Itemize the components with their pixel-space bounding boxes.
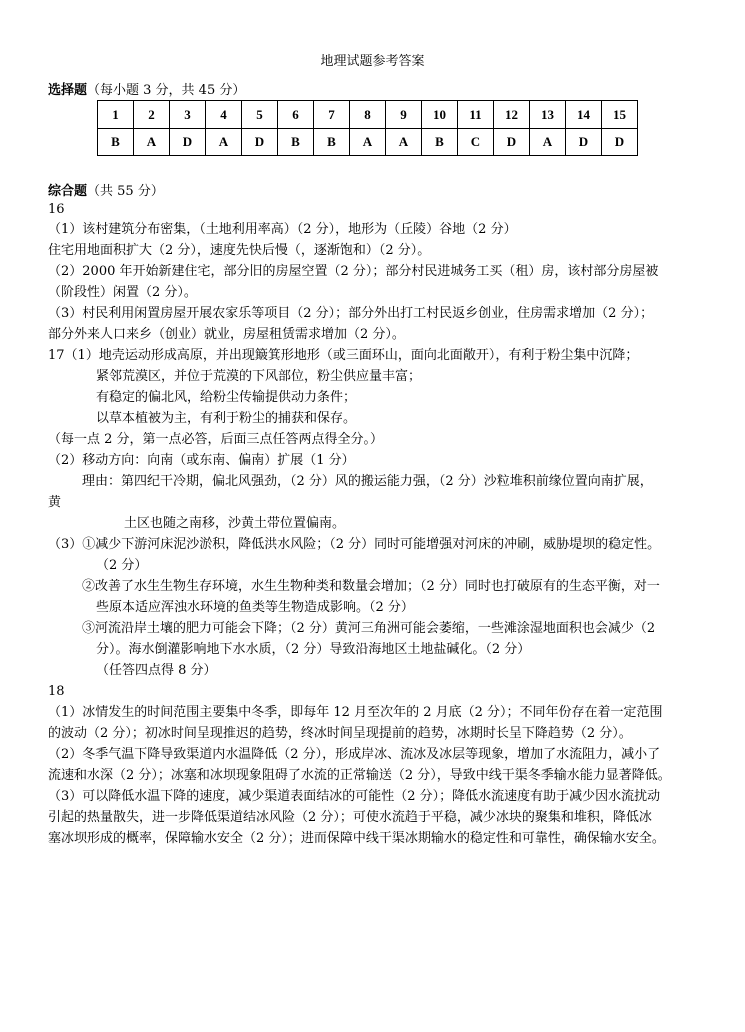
q17-part2-tail: 土区也随之南移，沙黄土带位置偏南。	[124, 516, 346, 531]
question-number-cell: 2	[134, 101, 170, 129]
q17-scoring-note: （每一点 2 分，第一点必答，后面三点任答两点得全分。）	[48, 432, 384, 447]
answer-cell: B	[278, 129, 314, 156]
q18-line: （1）冰情发生的时间范围主要集中冬季，即每年 12 月至次年的 2 月底（2 分）；不同年份存在着一定范围	[48, 705, 663, 720]
answer-cell: A	[386, 129, 422, 156]
q18-line: 流速和水深（2 分）；冰塞和冰坝现象阻碍了水流的正常输送（2 分），导致中线干渠冬季输水能力显著降低。	[48, 768, 671, 783]
q17-part3-line: ②改善了水生生物生存环境，水生生物种类和数量会增加；（2 分）同时也打破原有的生态平衡，对一	[82, 579, 660, 594]
question-number-cell: 9	[386, 101, 422, 129]
q17-part1-point: 有稳定的偏北风，给粉尘传输提供动力条件；	[96, 390, 357, 405]
question-number-cell: 15	[602, 101, 638, 129]
answer-cell: D	[602, 129, 638, 156]
question-number-cell: 10	[422, 101, 458, 129]
question-number-cell: 6	[278, 101, 314, 129]
q16-line: 住宅用地面积扩大（2 分），速度先快后慢（，逐渐饱和）（2 分）。	[48, 243, 431, 258]
q18-line: 塞冰坝形成的概率，保障输水安全（2 分）；进而保障中线干渠冰期输水的稳定性和可靠性，确保输水安全。	[48, 831, 665, 846]
answer-cell: B	[98, 129, 134, 156]
answer-cell: A	[530, 129, 566, 156]
question-number-cell: 3	[170, 101, 206, 129]
question-number-cell: 1	[98, 101, 134, 129]
answer-table-number-row	[98, 101, 638, 129]
question-number-cell: 7	[314, 101, 350, 129]
q17-part3-line: 分）。海水倒灌影响地下水水质，（2 分）导致沿海地区土地盐碱化。（2 分）	[96, 642, 531, 657]
q16-line: （3）村民利用闲置房屋开展农家乐等项目（2 分）；部分外出打工村民返乡创业，住房需求增加（2 分）；	[48, 306, 654, 321]
mc-heading: 选择题	[48, 83, 88, 98]
answer-cell: A	[206, 129, 242, 156]
q16-line: （2）2000 年开始新建住宅，部分旧的房屋空置（2 分）；部分村民进城务工买（租）房，该村部分房屋被	[48, 264, 659, 279]
q17-part3-note: （任答四点得 8 分）	[96, 663, 217, 678]
answer-cell: A	[350, 129, 386, 156]
q16-line: 部分外来人口来乡（创业）就业，房屋租赁需求增加（2 分）。	[48, 327, 405, 342]
q18-number: 18	[48, 684, 65, 699]
q18-line: 的波动（2 分）；初冰时间呈现推迟的趋势，终冰时间呈现提前的趋势，冰期时长呈下降趋势（2 分）。	[48, 726, 632, 741]
q17-part1-point: 以草本植被为主，有利于粉尘的捕获和保存。	[96, 411, 357, 426]
q17-part3-line: ③河流沿岸土壤的肥力可能会下降；（2 分）黄河三角洲可能会萎缩，一些滩涂湿地面积也会减少（2	[82, 621, 656, 636]
q17-part2-wrap: 黄	[48, 495, 62, 510]
answer-cell: A	[134, 129, 170, 156]
answer-cell: C	[458, 129, 494, 156]
question-number-cell: 8	[350, 101, 386, 129]
mc-section-heading	[48, 79, 245, 98]
q16-number: 16	[48, 202, 65, 217]
comp-section-heading	[48, 180, 164, 199]
answer-cell: D	[242, 129, 278, 156]
question-number-cell: 5	[242, 101, 278, 129]
comp-note: （共 55 分）	[87, 184, 164, 199]
answer-cell: D	[170, 129, 206, 156]
q17-part3-line: （3）①减少下游河床泥沙淤积，降低洪水风险；（2 分）同时可能增强对河床的冲刷，威胁堤坝的稳定性。	[48, 537, 661, 552]
question-number-cell: 14	[566, 101, 602, 129]
q18-line: （2）冬季气温下降导致渠道内水温降低（2 分），形成岸冰、流冰及冰层等现象，增加了水流阻力，减小了	[48, 747, 661, 762]
q18-line: （3）可以降低水温下降的速度，减少渠道表面结冰的可能性（2 分）；降低水流速度有助于减少因水流扰动	[48, 789, 661, 804]
answer-cell: B	[422, 129, 458, 156]
q16-line: （阶段性）闲置（2 分）。	[48, 285, 197, 300]
q16-line: （1）该村建筑分布密集，（土地利用率高）（2 分），地形为（丘陵）谷地（2 分）	[48, 222, 517, 237]
q17-part3-line: （2 分）	[96, 558, 148, 573]
answer-cell: D	[494, 129, 530, 156]
answer-table-answer-row	[98, 129, 638, 156]
q17-part1-line: 17（1）地壳运动形成高原，并出现簸箕形地形（或三面环山，面向北面敞开），有利于粉尘集中沉降；	[48, 348, 639, 363]
q17-part2-direction: （2）移动方向：向南（或东南、偏南）扩展（1 分）	[48, 453, 355, 468]
question-number-cell: 12	[494, 101, 530, 129]
q17-part2-reason: 理由：第四纪干冷期，偏北风强劲，（2 分）风的搬运能力强，（2 分）沙粒堆积前缘位置向南扩展，	[82, 474, 653, 489]
page-title: 地理试题参考答案	[320, 54, 425, 69]
q17-part1-point: 紧邻荒漠区，并位于荒漠的下风部位，粉尘供应量丰富；	[96, 369, 422, 384]
comp-heading: 综合题	[48, 184, 88, 199]
question-number-cell: 4	[206, 101, 242, 129]
answer-table	[97, 100, 638, 156]
q18-line: 引起的热量散失，进一步降低渠道结冰风险（2 分）；可使水流趋于平稳，减少冰块的聚集和堆积，降低冰	[48, 810, 652, 825]
question-number-cell: 11	[458, 101, 494, 129]
mc-note: （每小题 3 分，共 45 分）	[87, 83, 246, 98]
answer-cell: B	[314, 129, 350, 156]
question-number-cell: 13	[530, 101, 566, 129]
q17-part3-line: 些原本适应浑浊水环境的鱼类等生物造成影响。（2 分）	[96, 600, 414, 615]
answer-cell: D	[566, 129, 602, 156]
